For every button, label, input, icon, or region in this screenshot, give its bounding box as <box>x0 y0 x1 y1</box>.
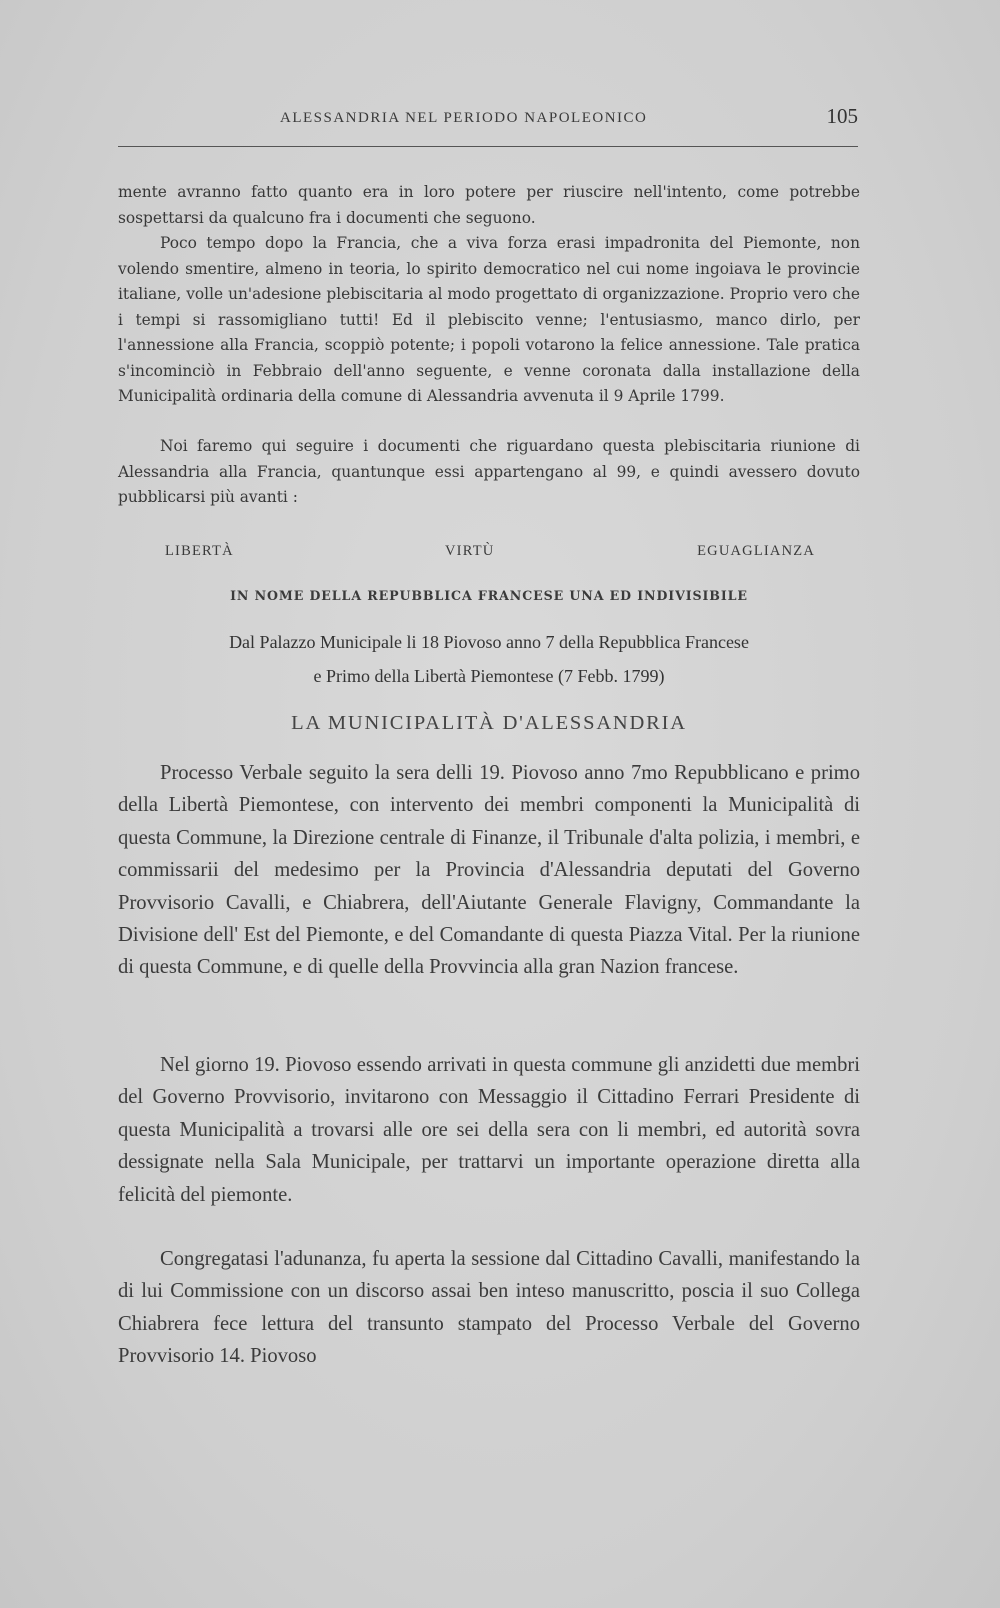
motto-virtu: VIRTÙ <box>445 543 495 559</box>
paragraph-congregatasi: Congregatasi l'adunanza, fu aperta la sessione dal Cittadino Cavalli, manifestando la di lui Commissione con un discorso assai ben inteso manuscritto, poscia il suo Collega Chiabrera fece lettura del transunto stampato del Processo Verbale del Governo Provvisorio 14. Piovoso <box>118 1248 860 1368</box>
dal-palazzo-line-2: e Primo della Libertà Piemontese (7 Febb. 1799) <box>313 666 665 686</box>
page-header <box>118 104 858 140</box>
paragraph-noi-faremo: Noi faremo qui seguire i documenti che riguardano questa plebiscitaria riunione di Alessandria alla Francia, quantunque essi appartengano al 99, e quindi avessero dovuto pubblicarsi più avanti : <box>118 437 860 506</box>
paragraph-intro: mente avranno fatto quanto era in loro potere per riuscire nell'intento, come potrebbe sospettarsi da qualcuno fra i documenti che seguono. <box>118 183 860 227</box>
dal-palazzo-line-1: Dal Palazzo Municipale li 18 Piovoso anno 7 della Repubblica Francese <box>229 632 749 652</box>
paragraph-nel-giorno: Nel giorno 19. Piovoso essendo arrivati in questa commune gli anzidetti due membri del Governo Provvisorio, invitarono con Messaggio il Cittadino Ferrari Presidente di questa Municipalità a trovarsi alle ore sei della sera con li membri, ed autorità sovra dessignate nella Sala Municipale, per trattarvi un importante operazione diretta alla felicità del piemonte. <box>118 1054 860 1206</box>
motto-line <box>165 543 815 565</box>
page-number: 105 <box>826 104 858 128</box>
motto-liberta: LIBERTÀ <box>165 543 234 559</box>
paragraph-processo-verbale: Processo Verbale seguito la sera delli 19. Piovoso anno 7mo Repubblicano e primo della Libertà Piemontese, con intervento dei membri componenti la Municipalità di questa Commune, la Direzione centrale di Finanze, il Tribunale d'alta polizia, i membri, e commissarii del medesimo per la Provincia d'Alessandria deputati del Governo Provvisorio Cavalli, e Chiabrera, dell'Aiutante Generale Flavigny, Commandante la Divisione dell' Est del Piemonte, e del Comandante di questa Piazza Vital. Per la riunione di questa Commune, e di quelle della Provvincia alla gran Nazion francese. <box>118 762 860 979</box>
motto-eguaglianza: EGUAGLIANZA <box>697 543 815 559</box>
paragraph-poco-tempo: Poco tempo dopo la Francia, che a viva forza erasi impadronita del Piemonte, non volendo smentire, almeno in teoria, lo spirito democratico nel cui nome ingoiava le provincie italiane, volle un'adesione plebiscitaria al modo progettato di organizzazione. Proprio vero che i tempi si rassomigliano tutti! Ed il plebiscito venne; l'entusiasmo, manco dirlo, per l'annessione alla Francia, scoppiò potente; i popoli votarono la felice annessione. Tale pratica s'incominciò in Febbraio dell'anno seguente, e venne coronata dalla installazione della Municipalità ordinaria della comune di Alessandria avvenuta il 9 Aprile 1799. <box>118 234 860 405</box>
running-title: ALESSANDRIA NEL PERIODO NAPOLEONICO <box>280 110 648 126</box>
header-rule <box>118 146 858 147</box>
municipalita-heading: LA MUNICIPALITÀ D'ALESSANDRIA <box>291 712 687 734</box>
in-nome-heading: IN NOME DELLA REPUBBLICA FRANCESE UNA ED INDIVISIBILE <box>230 588 748 603</box>
